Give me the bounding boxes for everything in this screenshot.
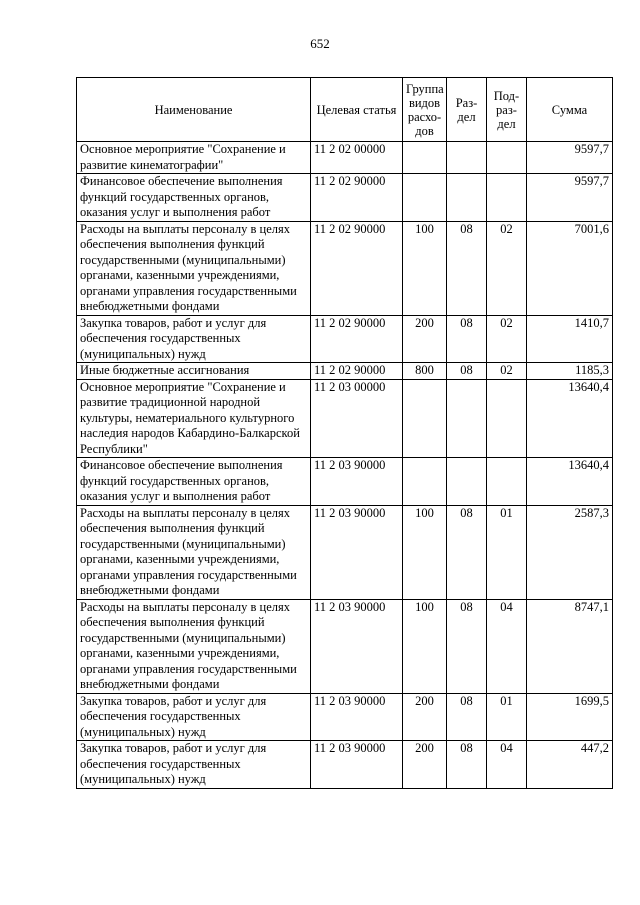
row-subsection: 02 — [487, 315, 527, 363]
row-name: Иные бюджетные ассигнования — [77, 363, 311, 380]
row-name: Расходы на выплаты персоналу в целях обеспечения выполнения функций государственными (муниципальными) органами, казенными учреждениями, органами управления государственными внебюджетными фондами — [77, 505, 311, 599]
row-amount: 1185,3 — [527, 363, 613, 380]
row-group: 200 — [403, 693, 447, 741]
table-row — [77, 142, 613, 174]
row-group — [403, 174, 447, 222]
table-row — [77, 693, 613, 741]
table-row — [77, 741, 613, 789]
row-group — [403, 142, 447, 174]
table-header — [77, 78, 613, 142]
row-article: 11 2 02 90000 — [311, 221, 403, 315]
row-subsection: 04 — [487, 599, 527, 693]
row-group: 100 — [403, 599, 447, 693]
row-group — [403, 458, 447, 506]
row-amount: 13640,4 — [527, 379, 613, 458]
row-article: 11 2 03 90000 — [311, 458, 403, 506]
row-group: 200 — [403, 315, 447, 363]
row-subsection — [487, 142, 527, 174]
row-group — [403, 379, 447, 458]
row-name: Финансовое обеспечение выполнения функций государственных органов, оказания услуг и выполнения работ — [77, 458, 311, 506]
row-name: Расходы на выплаты персоналу в целях обеспечения выполнения функций государственными (муниципальными) органами, казенными учреждениями, органами управления государственными внебюджетными фондами — [77, 221, 311, 315]
row-amount: 447,2 — [527, 741, 613, 789]
row-article: 11 2 02 90000 — [311, 174, 403, 222]
row-name: Финансовое обеспечение выполнения функций государственных органов, оказания услуг и выполнения работ — [77, 174, 311, 222]
row-article: 11 2 02 90000 — [311, 315, 403, 363]
row-subsection — [487, 174, 527, 222]
row-article: 11 2 03 90000 — [311, 693, 403, 741]
row-amount: 9597,7 — [527, 174, 613, 222]
table-row — [77, 315, 613, 363]
row-section: 08 — [447, 741, 487, 789]
row-section: 08 — [447, 363, 487, 380]
row-amount: 9597,7 — [527, 142, 613, 174]
row-group: 200 — [403, 741, 447, 789]
row-amount: 7001,6 — [527, 221, 613, 315]
row-section: 08 — [447, 505, 487, 599]
header-expense-group: Группа видов расхо-дов — [403, 78, 447, 142]
table-row — [77, 599, 613, 693]
header-amount: Сумма — [527, 78, 613, 142]
row-name: Закупка товаров, работ и услуг для обеспечения государственных (муниципальных) нужд — [77, 741, 311, 789]
row-section — [447, 379, 487, 458]
row-amount: 1699,5 — [527, 693, 613, 741]
row-section: 08 — [447, 599, 487, 693]
row-name: Закупка товаров, работ и услуг для обеспечения государственных (муниципальных) нужд — [77, 315, 311, 363]
row-subsection — [487, 458, 527, 506]
row-name: Основное мероприятие "Сохранение и развитие кинематографии" — [77, 142, 311, 174]
header-subsection: Под-раз-дел — [487, 78, 527, 142]
table-row — [77, 221, 613, 315]
row-amount: 8747,1 — [527, 599, 613, 693]
row-subsection — [487, 379, 527, 458]
row-section: 08 — [447, 221, 487, 315]
row-amount: 1410,7 — [527, 315, 613, 363]
row-name: Закупка товаров, работ и услуг для обеспечения государственных (муниципальных) нужд — [77, 693, 311, 741]
header-section: Раз-дел — [447, 78, 487, 142]
row-section — [447, 142, 487, 174]
row-subsection: 02 — [487, 363, 527, 380]
row-section — [447, 458, 487, 506]
row-article: 11 2 03 00000 — [311, 379, 403, 458]
table-row — [77, 505, 613, 599]
row-amount: 2587,3 — [527, 505, 613, 599]
row-article: 11 2 03 90000 — [311, 599, 403, 693]
row-article: 11 2 02 00000 — [311, 142, 403, 174]
row-amount: 13640,4 — [527, 458, 613, 506]
row-subsection: 04 — [487, 741, 527, 789]
page-number: 652 — [310, 36, 330, 51]
table-body — [77, 142, 613, 789]
header-target-article: Целевая статья — [311, 78, 403, 142]
row-subsection: 01 — [487, 693, 527, 741]
table-row — [77, 174, 613, 222]
row-group: 800 — [403, 363, 447, 380]
row-article: 11 2 03 90000 — [311, 741, 403, 789]
row-subsection: 01 — [487, 505, 527, 599]
row-group: 100 — [403, 221, 447, 315]
row-subsection: 02 — [487, 221, 527, 315]
header-name: Наименование — [77, 78, 311, 142]
table-row — [77, 458, 613, 506]
row-group: 100 — [403, 505, 447, 599]
row-section: 08 — [447, 315, 487, 363]
table-row — [77, 363, 613, 380]
row-name: Расходы на выплаты персоналу в целях обеспечения выполнения функций государственными (муниципальными) органами, казенными учреждениями, органами управления государственными внебюджетными фондами — [77, 599, 311, 693]
budget-table — [76, 77, 613, 789]
table-row — [77, 379, 613, 458]
row-section — [447, 174, 487, 222]
row-name: Основное мероприятие "Сохранение и развитие традиционной народной культуры, нематериального культурного наследия народов Кабардино-Балкарской Республики" — [77, 379, 311, 458]
row-article: 11 2 02 90000 — [311, 363, 403, 380]
row-article: 11 2 03 90000 — [311, 505, 403, 599]
row-section: 08 — [447, 693, 487, 741]
